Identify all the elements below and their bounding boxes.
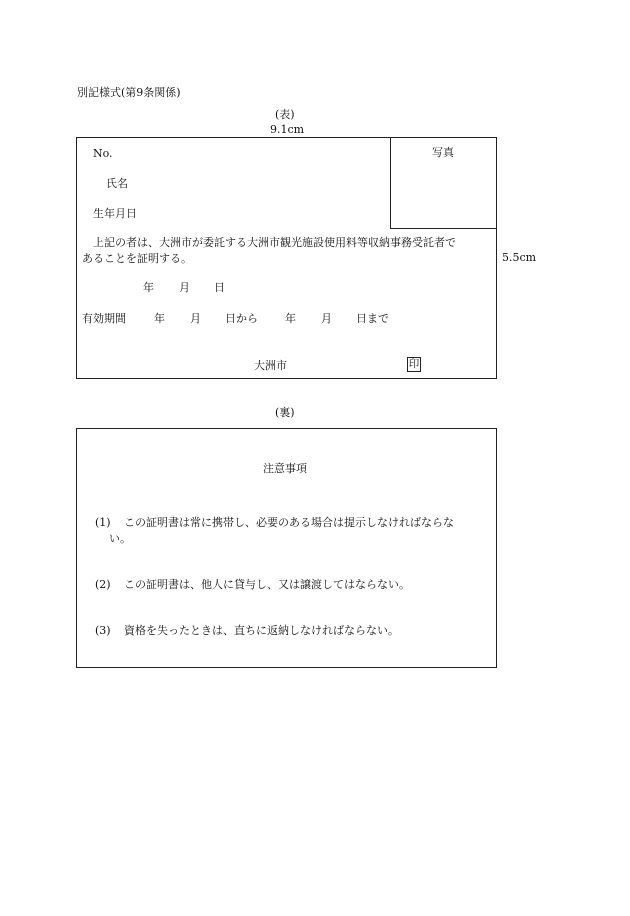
photo-label: 写真 <box>432 146 454 159</box>
form-label: 別記様式(第9条関係) <box>77 86 181 99</box>
seal-stamp: 印 <box>408 358 420 370</box>
validity-year-start: 年 <box>154 312 165 325</box>
width-dimension-label: 9.1cm <box>270 123 305 136</box>
name-label: 氏名 <box>106 177 128 190</box>
validity-month-start: 月 <box>190 312 201 325</box>
note-item-text: この証明書は、他人に貸与し、又は譲渡してはならない。 <box>124 578 410 591</box>
notes-title: 注意事項 <box>263 462 307 475</box>
validity-year-end: 年 <box>285 312 296 325</box>
certificate-front-card <box>76 137 497 379</box>
note-item-text-continued: い。 <box>109 532 131 545</box>
birthdate-label: 生年月日 <box>93 207 137 220</box>
validity-month-end: 月 <box>321 312 332 325</box>
height-dimension-label: 5.5cm <box>502 251 537 264</box>
note-item-text: 資格を失ったときは、直ちに返納しなければならない。 <box>124 624 399 637</box>
certification-text-line2: あることを証明する。 <box>82 252 192 265</box>
validity-until: 日まで <box>356 312 389 325</box>
issue-date-month: 月 <box>179 281 190 294</box>
number-label: No. <box>93 147 113 160</box>
certificate-back-card <box>76 428 497 668</box>
issuer-name: 大洲市 <box>254 359 287 372</box>
validity-label: 有効期間 <box>82 312 126 325</box>
issue-date-year: 年 <box>143 281 154 294</box>
note-item-number: (2) <box>95 578 111 591</box>
photo-area <box>390 138 496 229</box>
issue-date-day: 日 <box>214 281 225 294</box>
note-item-number: (3) <box>95 624 111 637</box>
front-side-label: (表) <box>275 108 295 121</box>
certification-text-line1: 上記の者は、大洲市が委託する大洲市観光施設使用料等収納事務受託者で <box>93 236 456 249</box>
back-side-label: (裏) <box>275 406 295 419</box>
note-item-text: この証明書は常に携帯し、必要のある場合は提示しなければならな <box>124 516 454 529</box>
note-item-number: (1) <box>95 516 111 529</box>
validity-from: 日から <box>225 312 258 325</box>
